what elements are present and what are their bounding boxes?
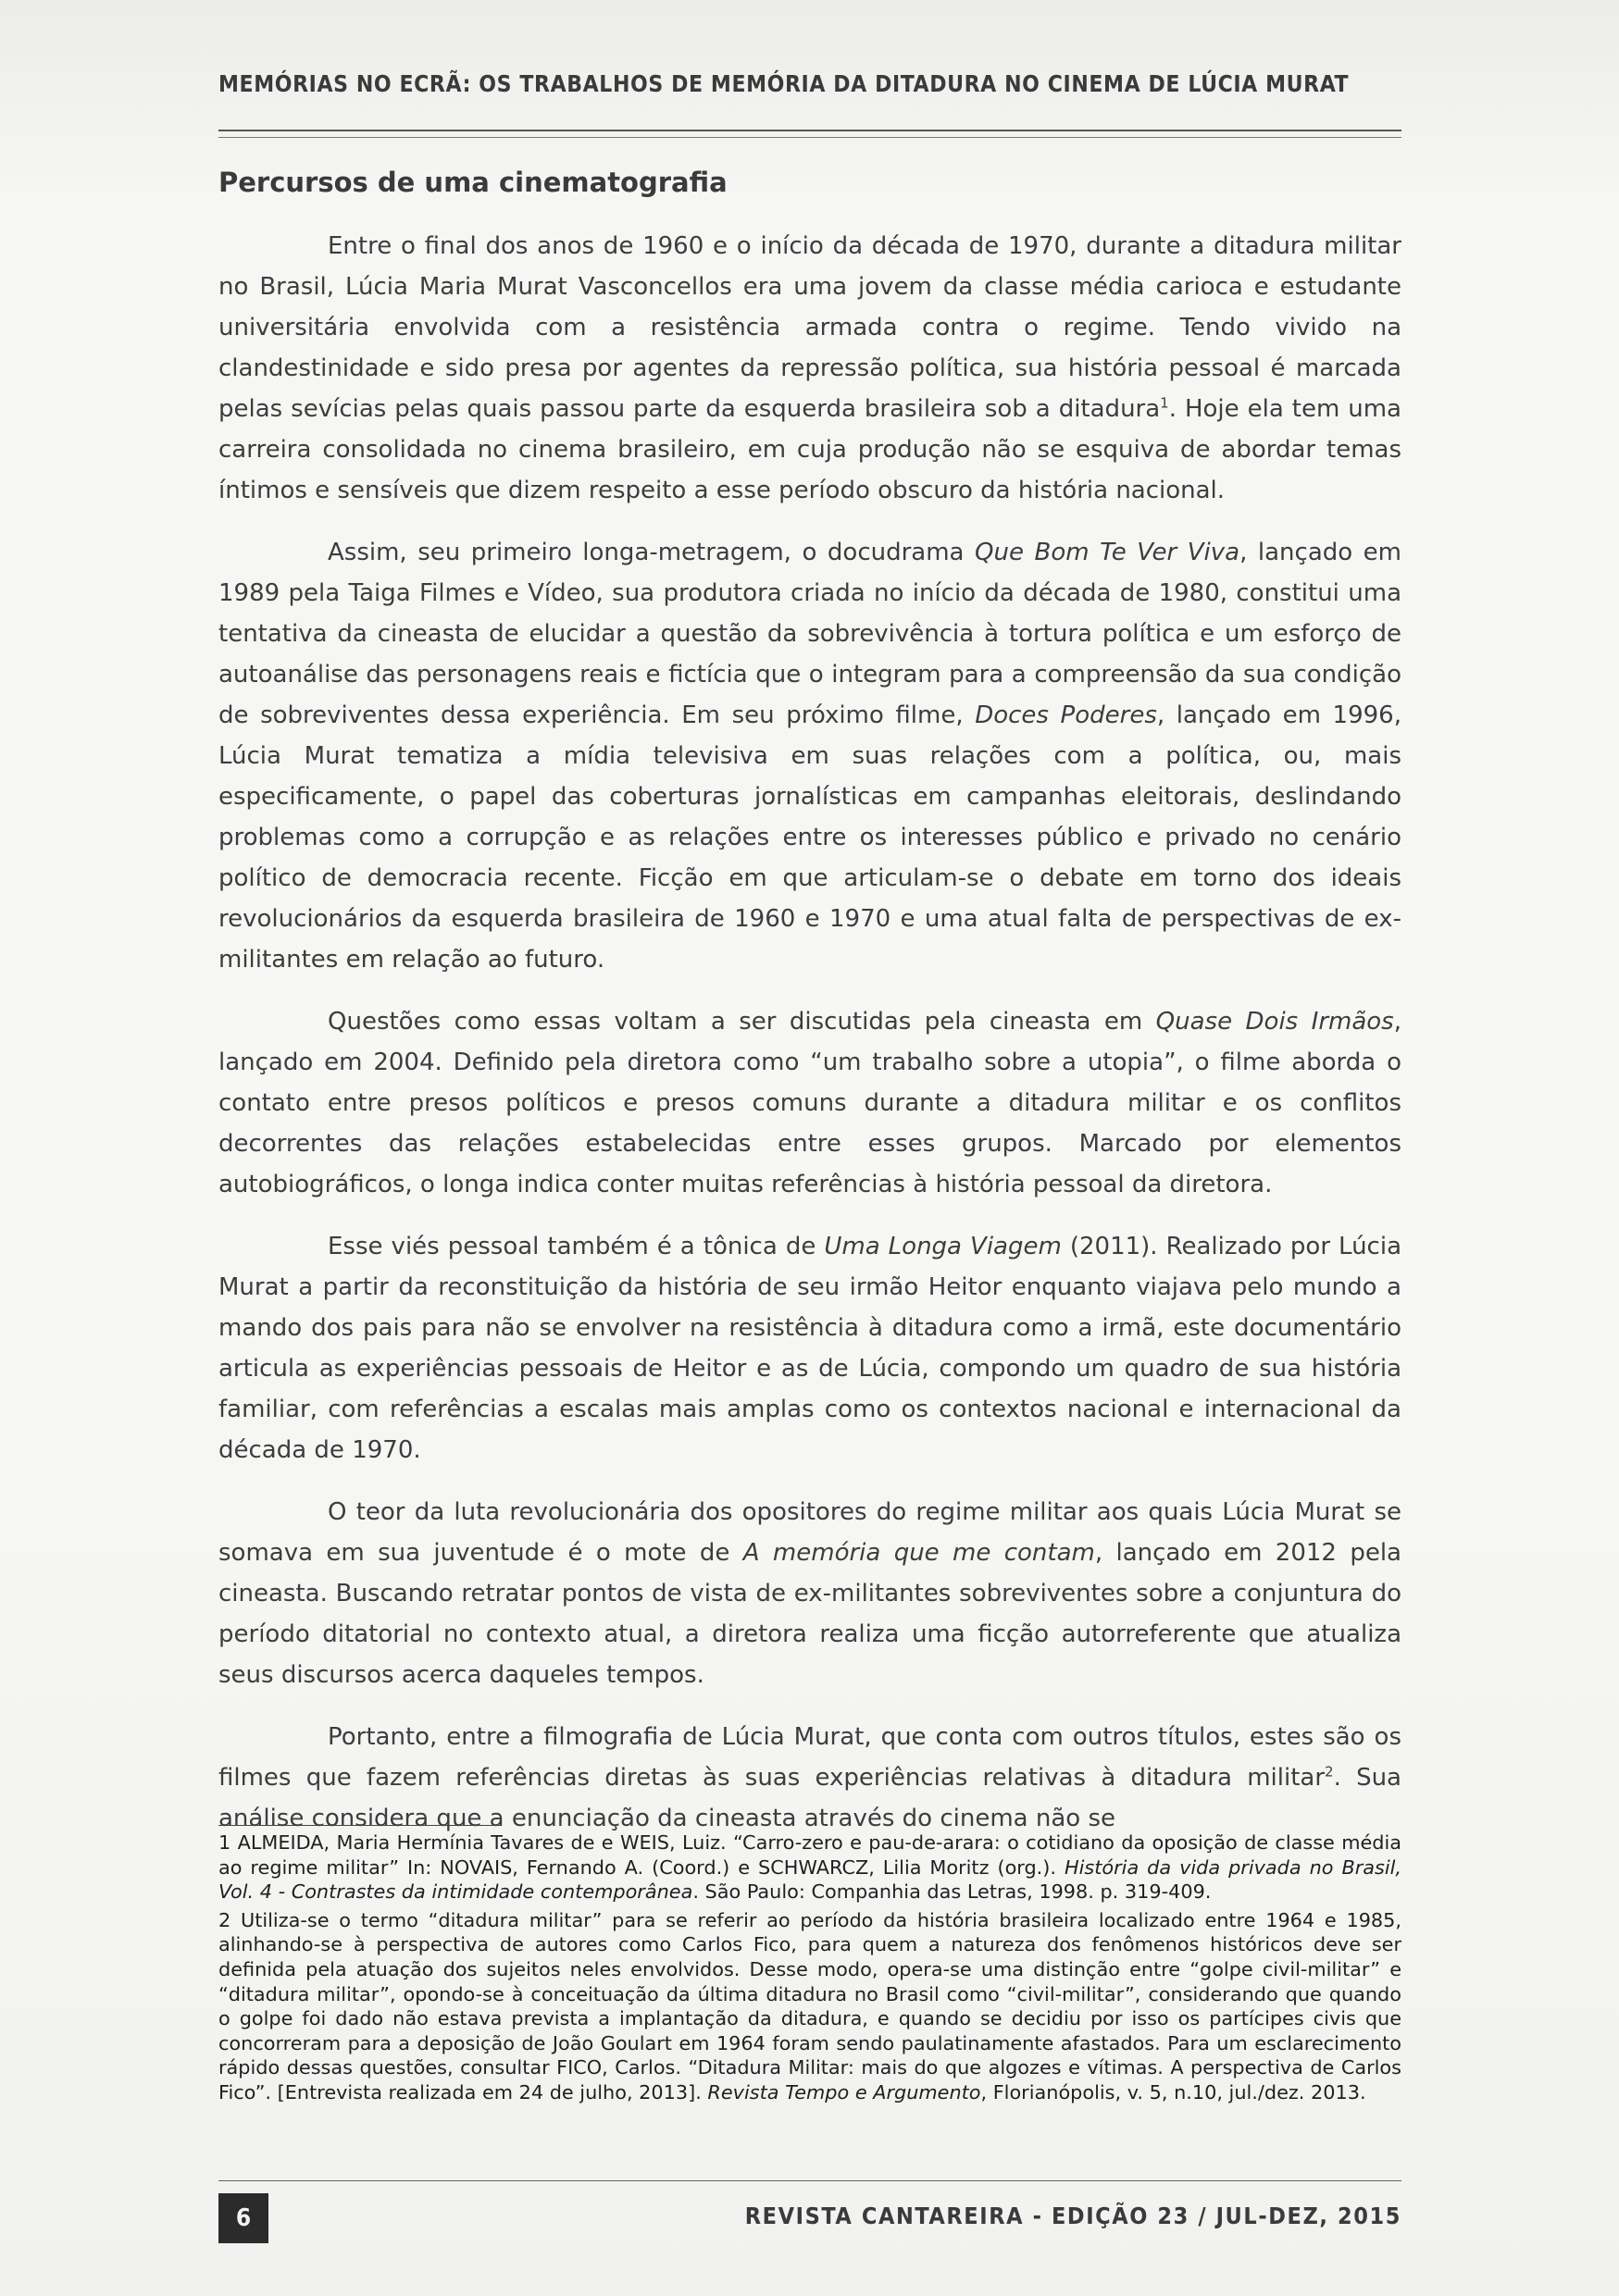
section-heading: Percursos de uma cinematografia [218, 167, 728, 198]
paragraph-text: Assim, seu primeiro longa-metragem, o docudrama [328, 539, 976, 566]
film-title: Doces Poderes [975, 701, 1157, 729]
footnote-ref[interactable]: 2 [1325, 1763, 1334, 1781]
paragraph-text: Questões como essas voltam a ser discutidas pela cineasta em [328, 1008, 1156, 1036]
film-title: Uma Longa Viagem [824, 1233, 1062, 1260]
article-body [218, 226, 1401, 1860]
paragraph-text: , lançado em 2012 pela cineasta. Buscando retratar pontos de vista de ex-militantes sobreviventes sobre a conjuntura do período ditatorial no contexto atual, a diretora realiza uma ficção autorreferente que atualiza seus discursos acerca daqueles tempos. [218, 1539, 1401, 1689]
journal-footer: REVISTA CANTAREIRA - EDIÇÃO 23 / JUL-DEZ, 2015 [744, 2203, 1401, 2229]
footer-rule [218, 2180, 1401, 2181]
footnote [218, 1908, 1401, 2105]
footnote-text: 1 ALMEIDA, Maria Hermínia Tavares de e WEIS, Luiz. “Carro-zero e pau-de-arara: o cotidiano da oposição de classe média ao regime militar” In: NOVAIS, Fernando A. (Coord.) e SCHWARCZ, Lilia Moritz (org.). [218, 1831, 1401, 1879]
paragraph-text: (2011). Realizado por Lúcia Murat a partir da reconstituição da história de seu irmão Heitor enquanto viajava pelo mundo a mando dos pais para não se envolver na resistência à ditadura como a irmã, este documentário articula as experiências pessoais de Heitor e as de Lúcia, compondo um quadro de sua história familiar, com referências a escalas mais amplas como os contextos nacional e internacional da década de 1970. [218, 1233, 1401, 1464]
header-rule [218, 130, 1401, 131]
film-title: Que Bom Te Ver Viva [975, 539, 1240, 566]
footnote-text: . São Paulo: Companhia das Letras, 1998. p. 319-409. [692, 1880, 1212, 1904]
paragraph-text: , lançado em 1996, Lúcia Murat tematiza a mídia televisiva em suas relações com a política, ou, mais especificamente, o papel das coberturas jornalísticas em campanhas eleitorais, deslindando problemas como a corrupção e as relações entre os interesses público e privado no cenário político de democracia recente. Ficção em que articulam-se o debate em torno dos ideais revolucionários da esquerda brasileira de 1960 e 1970 e uma atual falta de perspectivas de ex-militantes em relação ao futuro. [218, 701, 1401, 974]
footnotes [218, 1831, 1401, 2109]
page-number: 6 [218, 2193, 268, 2243]
paragraph [218, 1226, 1401, 1471]
journal-title: Revista Tempo e Argumento [707, 2080, 981, 2104]
paragraph-text: . Hoje ela tem uma carreira consolidada no cinema brasileiro, em cuja produção não se esquiva de abordar temas íntimos e sensíveis que dizem respeito a esse período obscuro da história nacional. [218, 395, 1401, 504]
paragraph [218, 1001, 1401, 1205]
film-title: Quase Dois Irmãos [1155, 1008, 1394, 1036]
footnote-ref[interactable]: 1 [1160, 394, 1169, 412]
paragraph-text: , lançado em 2004. Definido pela diretora como “um trabalho sobre a utopia”, o filme aborda o contato entre presos políticos e presos comuns durante a ditadura militar e os conflitos decorrentes das relações estabelecidas entre esses grupos. Marcado por elementos autobiográficos, o longa indica conter muitas referências à história pessoal da diretora. [218, 1008, 1401, 1198]
paragraph [218, 1717, 1401, 1839]
footnote-text: , Florianópolis, v. 5, n.10, jul./dez. 2013. [980, 2080, 1366, 2104]
paragraph-text: Esse viés pessoal também é a tônica de [328, 1233, 825, 1260]
paragraph [218, 1492, 1401, 1695]
header-rule-thin [218, 137, 1401, 138]
running-head: MEMÓRIAS NO ECRÃ: OS TRABALHOS DE MEMÓRIA DA DITADURA NO CINEMA DE LÚCIA MURAT [218, 70, 1350, 97]
footnote [218, 1831, 1401, 1905]
footnote-text: 2 Utiliza-se o termo “ditadura militar” para se referir ao período da história brasileira localizado entre 1964 e 1985, alinhando-se à perspectiva de autores como Carlos Fico, para quem a natureza dos fenômenos históricos deve ser definida pela atuação dos sujeitos neles envolvidos. Desse modo, opera-se uma distinção entre “golpe civil-militar” e “ditadura militar”, opondo-se à conceituação da última ditadura no Brasil como “civil-militar”, considerando que quando o golpe foi dado não estava prevista a implantação da ditadura, e quando se decidiu por isso os partícipes civis que concorreram para a deposição de João Goulart em 1964 foram sendo paulatinamente afastados. Para um esclarecimento rápido dessas questões, consultar FICO, Carlos. “Ditadura Militar: mais do que algozes e vítimas. A perspectiva de Carlos Fico”. [Entrevista realizada em 24 de julho, 2013]. [218, 1908, 1401, 2104]
film-title: A memória que me contam [742, 1539, 1095, 1567]
paragraph-text: Portanto, entre a filmografia de Lúcia Murat, que conta com outros títulos, estes são os filmes que fazem referências diretas às suas experiências relativas à ditadura militar [218, 1723, 1401, 1792]
paragraph [218, 226, 1401, 511]
paragraph [218, 532, 1401, 980]
paragraph-text: . Sua análise considera que a enunciação da cineasta através do cinema não se [218, 1764, 1401, 1832]
paragraph-text: O teor da luta revolucionária dos opositores do regime militar aos quais Lúcia Murat se somava em sua juventude é o mote de [218, 1498, 1401, 1567]
paragraph-text: , lançado em 1989 pela Taiga Filmes e Vídeo, sua produtora criada no início da década de 1980, constitui uma tentativa da cineasta de elucidar a questão da sobrevivência à tortura política e um esforço de autoanálise das personagens reais e fictícia que o integram para a compreensão da sua condição de sobreviventes dessa experiência. Em seu próximo filme, [218, 539, 1402, 729]
book-title: História da vida privada no Brasil, Vol. 4 - Contrastes da intimidade contemporânea [218, 1855, 1402, 1904]
footnote-separator [218, 1825, 501, 1826]
paragraph-text: Entre o final dos anos de 1960 e o início da década de 1970, durante a ditadura militar no Brasil, Lúcia Maria Murat Vasconcellos era uma jovem da classe média carioca e estudante universitária envolvida com a resistência armada contra o regime. Tendo vivido na clandestinidade e sido presa por agentes da repressão política, sua história pessoal é marcada pelas sevícias pelas quais passou parte da esquerda brasileira sob a ditadura [218, 232, 1401, 423]
